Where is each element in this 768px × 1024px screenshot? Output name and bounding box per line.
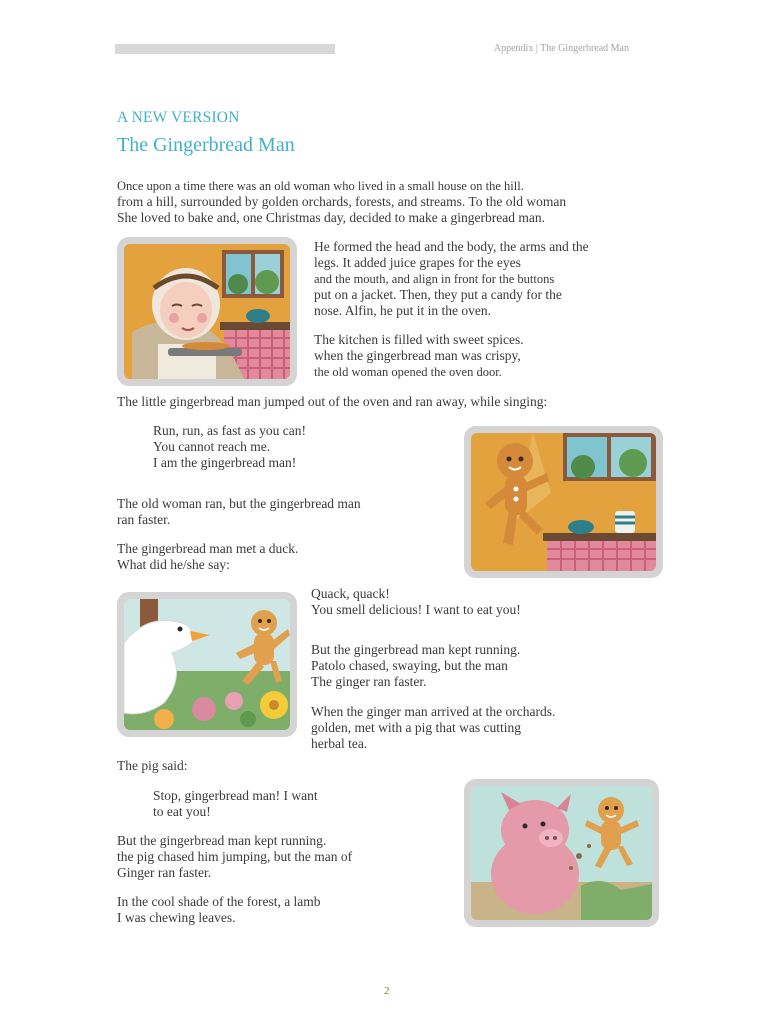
duck-illustration <box>117 592 297 737</box>
story-line: and the mouth, and align in front for the buttons <box>314 272 555 286</box>
story-line: But the gingerbread man kept running. <box>117 833 327 848</box>
story-line: herbal tea. <box>311 736 368 751</box>
story-line: What did he/she say: <box>117 557 230 572</box>
story-line: nose. Alfin, he put it in the oven. <box>314 303 491 318</box>
quote-line: You smell delicious! I want to eat you! <box>311 602 521 617</box>
song-line: You cannot reach me. <box>153 439 271 454</box>
story-line: golden, met with a pig that was cutting <box>311 720 521 735</box>
story-line: the pig chased him jumping, but the man of <box>117 849 353 864</box>
story-line: The little gingerbread man jumped out of the oven and ran away, while singing: <box>117 394 548 409</box>
story-line: He formed the head and the body, the arms and the <box>314 239 589 254</box>
story-line: Patolo chased, swaying, but the man <box>311 658 508 673</box>
story-line: put on a jacket. Then, they put a candy for the <box>314 287 562 302</box>
intro-line: from a hill, surrounded by golden orchards, forests, and streams. To the old woman <box>117 194 567 209</box>
song-line: Run, run, as fast as you can! <box>153 423 306 438</box>
story-line: In the cool shade of the forest, a lamb <box>117 894 321 909</box>
story-line: But the gingerbread man kept running. <box>311 642 521 657</box>
story-line: The ginger ran faster. <box>311 674 427 689</box>
story-line: I was chewing leaves. <box>117 910 236 925</box>
quote-line: Stop, gingerbread man! I want <box>153 788 318 803</box>
story-line: ran faster. <box>117 512 171 527</box>
quote-line: Quack, quack! <box>311 586 390 601</box>
story-line: when the gingerbread man was crispy, <box>314 348 521 363</box>
running-head: Appendix | The Gingerbread Man <box>493 43 629 54</box>
page-number: 2 <box>384 985 390 997</box>
story-line: The old woman ran, but the gingerbread man <box>117 496 361 511</box>
story-line: Ginger ran faster. <box>117 865 212 880</box>
pig-illustration <box>464 779 659 927</box>
story-line: the old woman opened the oven door. <box>314 365 502 379</box>
intro-line: She loved to bake and, one Christmas day, decided to make a gingerbread man. <box>117 210 545 225</box>
story-line: The kitchen is filled with sweet spices. <box>314 332 524 347</box>
header-bar <box>115 44 335 54</box>
story-title: The Gingerbread Man <box>117 134 295 156</box>
story-line: legs. It added juice grapes for the eyes <box>314 255 521 270</box>
story-line: When the ginger man arrived at the orchards. <box>311 704 556 719</box>
song-line: I am the gingerbread man! <box>153 455 297 470</box>
quote-line: to eat you! <box>153 804 211 819</box>
intro-line: Once upon a time there was an old woman who lived in a small house on the hill. <box>117 179 524 193</box>
section-kicker: A NEW VERSION <box>117 109 240 126</box>
gingerbread-running-illustration <box>464 426 663 578</box>
story-line: The gingerbread man met a duck. <box>117 541 299 556</box>
story-line: The pig said: <box>117 758 188 773</box>
old-woman-illustration <box>117 237 297 386</box>
